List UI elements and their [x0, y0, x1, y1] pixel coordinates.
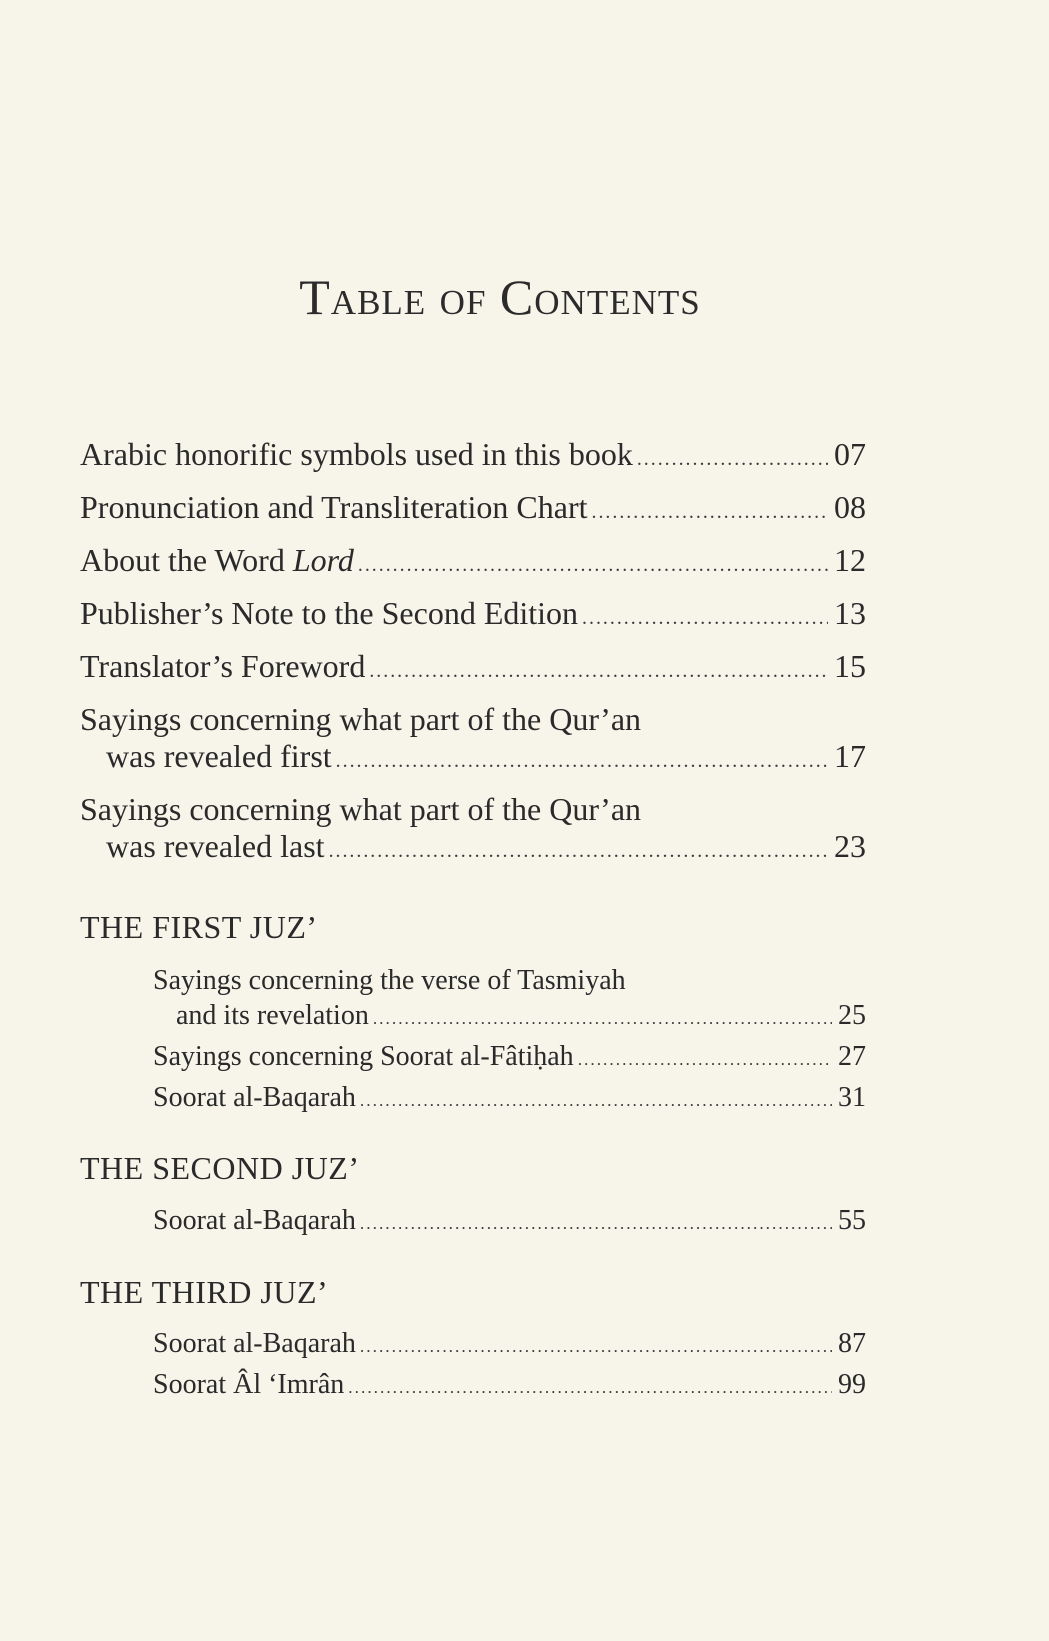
toc-entry-label: Pronunciation and Transliteration Chart: [80, 489, 588, 525]
toc-entry-label: was revealed last: [106, 828, 325, 864]
dot-leader: [336, 750, 828, 773]
toc-entry-label: Soorat Âl ‘Imrân: [153, 1369, 345, 1400]
toc-page-number: 55: [838, 1205, 866, 1236]
toc-page-number: 23: [834, 828, 866, 864]
toc-entry-label: was revealed first: [106, 738, 332, 774]
toc-page-number: 13: [834, 595, 866, 631]
dot-leader: [637, 448, 828, 471]
toc-entry-label: Sayings concerning Soorat al-Fâtiḥah: [153, 1041, 574, 1072]
toc-entry-label: and its revelation: [176, 1000, 369, 1031]
toc-page-number: 07: [834, 436, 866, 472]
toc-page-number: 87: [838, 1328, 866, 1359]
dot-leader: [329, 840, 828, 863]
toc-page-number: 27: [838, 1041, 866, 1072]
dot-leader: [578, 1050, 832, 1070]
toc-entry[interactable]: [80, 436, 866, 473]
toc-entry-label: Translator’s Foreword: [80, 648, 366, 684]
toc-entry[interactable]: [80, 489, 866, 526]
toc-page-number: 17: [834, 738, 866, 774]
dot-leader: [360, 1091, 832, 1111]
toc-entry-label: Soorat al-Baqarah: [153, 1328, 356, 1359]
toc-entry-label: Publisher’s Note to the Second Edition: [80, 595, 579, 631]
toc-entry[interactable]: [153, 1082, 866, 1114]
toc-page-number: 31: [838, 1082, 866, 1113]
toc-entry-label-line1[interactable]: Sayings concerning what part of the Qur’an: [80, 791, 642, 827]
toc-entry[interactable]: [80, 648, 866, 685]
section-heading-juz-1: THE FIRST JUZ’: [80, 909, 318, 945]
dot-leader: [373, 1009, 832, 1029]
toc-entry-label: Soorat al-Baqarah: [153, 1082, 356, 1113]
toc-entry[interactable]: [153, 1205, 866, 1237]
toc-entry-label-line1[interactable]: Sayings concerning the verse of Tasmiyah: [153, 965, 626, 996]
toc-entry-label: Soorat al-Baqarah: [153, 1205, 356, 1236]
toc-entry[interactable]: [106, 828, 866, 865]
toc-page-number: 25: [838, 1000, 866, 1031]
dot-leader: [360, 1337, 832, 1357]
toc-entry-label-line1[interactable]: Sayings concerning what part of the Qur’an: [80, 701, 642, 737]
section-heading-juz-2: THE SECOND JUZ’: [80, 1150, 360, 1186]
toc-page-number: 99: [838, 1369, 866, 1400]
dot-leader: [592, 501, 829, 524]
page-title: Table of Contents: [299, 269, 701, 325]
label-italic: Lord: [292, 542, 354, 578]
dot-leader: [360, 1214, 832, 1234]
dot-leader: [348, 1378, 832, 1398]
toc-entry[interactable]: [80, 595, 866, 632]
toc-page-number: 08: [834, 489, 866, 525]
section-heading-juz-3: THE THIRD JUZ’: [80, 1274, 329, 1310]
toc-entry[interactable]: [106, 738, 866, 775]
toc-entry[interactable]: [153, 1369, 866, 1401]
toc-page-number: 15: [834, 648, 866, 684]
label-prefix: About the Word: [80, 542, 293, 578]
dot-leader: [369, 660, 828, 683]
toc-entry[interactable]: [153, 1328, 866, 1360]
toc-entry-label: Arabic honorific symbols used in this book: [80, 436, 633, 472]
dot-leader: [358, 554, 828, 577]
toc-entry-label: [80, 542, 354, 579]
dot-leader: [582, 607, 828, 630]
toc-page-number: 12: [834, 542, 866, 578]
toc-entry[interactable]: [80, 542, 866, 579]
toc-entry[interactable]: [176, 1000, 866, 1032]
toc-entry[interactable]: [153, 1041, 866, 1073]
